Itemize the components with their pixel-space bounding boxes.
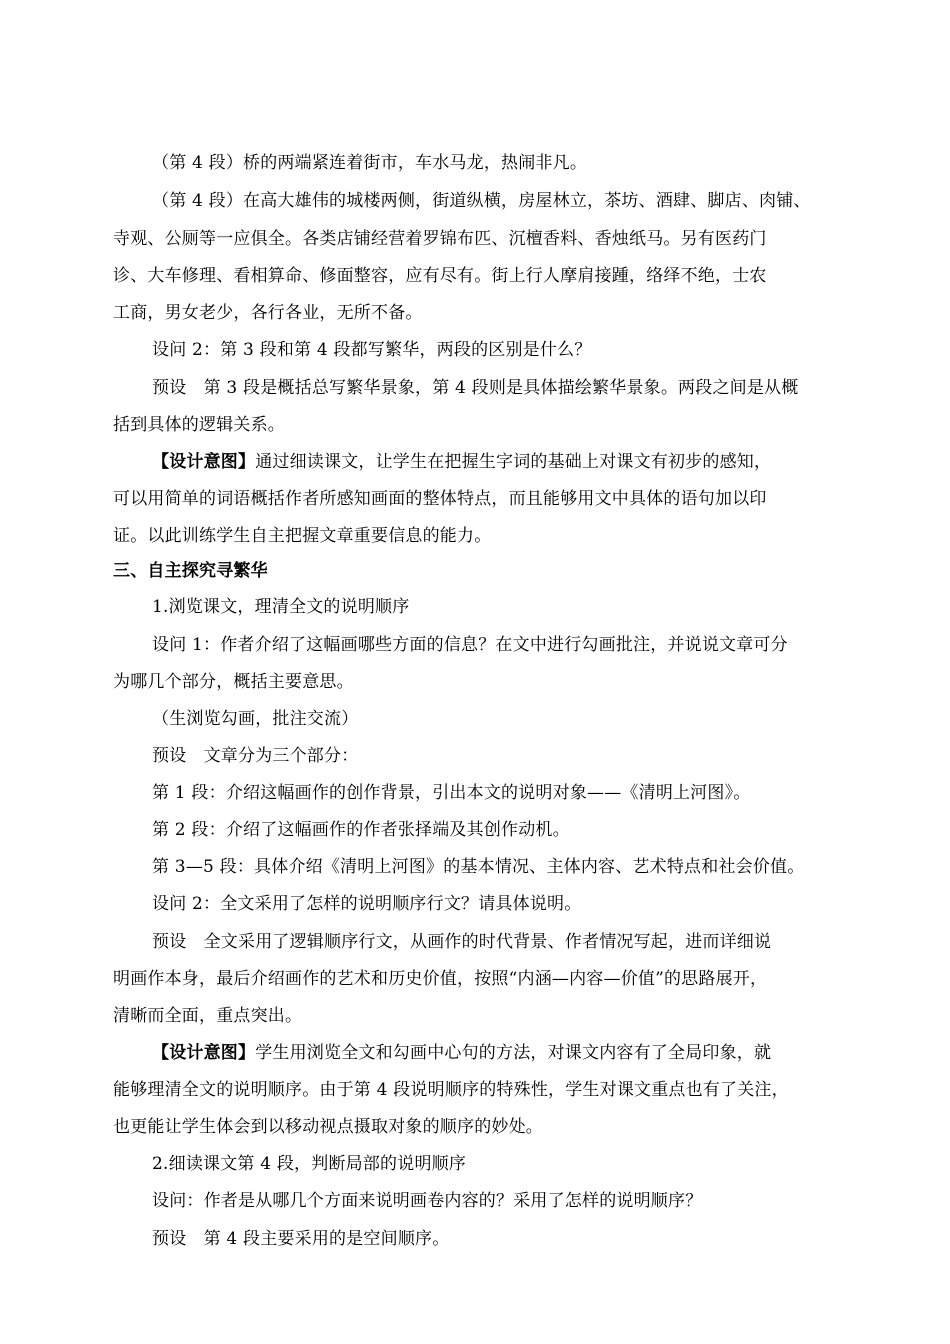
text-line-19: 第 2 段：介绍了这幅画作的作者张择端及其创作动机。	[152, 820, 570, 840]
text-line-21: 设问 2：全文采用了怎样的说明顺序行文？请具体说明。	[152, 894, 582, 914]
text-line-27: 也更能让学生体会到以移动视点摄取对象的顺序的妙处。	[113, 1117, 543, 1137]
text-line-10: 可以用简单的词语概括作者所感知画面的整体特点，而且能够用文中具体的语句加以印	[113, 489, 767, 509]
design-intent-label: 【设计意图】	[152, 452, 256, 472]
design-intent-label: 【设计意图】	[152, 1043, 256, 1063]
text-line-29: 设问：作者是从哪几个方面来说明画卷内容的？采用了怎样的说明顺序？	[152, 1191, 703, 1211]
subsection-heading-1: 1.浏览课文，理清全文的说明顺序	[152, 597, 410, 617]
text-line-16: （生浏览勾画，批注交流）	[152, 709, 359, 729]
text-line-7: 预设 第 3 段是概括总写繁华景象，第 4 段则是具体描绘繁华景象。两段之间是从概	[152, 378, 799, 398]
text-line-8: 括到具体的逻辑关系。	[113, 415, 285, 435]
text-line-15: 为哪几个部分，概括主要意思。	[113, 672, 354, 692]
subsection-heading-2: 2.细读课文第 4 段，判断局部的说明顺序	[152, 1154, 467, 1174]
section-heading: 三、自主探究寻繁华	[113, 561, 268, 581]
design-intent-line-2: 【设计意图】学生用浏览全文和勾画中心句的方法，对课文内容有了全局印象，就	[152, 1043, 772, 1063]
text-line-3: 寺观、公厕等一应俱全。各类店铺经营着罗锦布匹、沉檀香料、香烛纸马。另有医药门	[113, 229, 767, 249]
text-line-2: （第 4 段）在高大雄伟的城楼两侧，街道纵横，房屋林立，茶坊、酒肆、脚店、肉铺、	[152, 191, 811, 211]
text-line-4: 诊、大车修理、看相算命、修面整容，应有尽有。街上行人摩肩接踵，络绎不绝，士农	[113, 266, 767, 286]
text-line-6: 设问 2：第 3 段和第 4 段都写繁华，两段的区别是什么？	[152, 340, 592, 360]
text-line-11: 证。以此训练学生自主把握文章重要信息的能力。	[113, 526, 492, 546]
text-line-20: 第 3—5 段：具体介绍《清明上河图》的基本情况、主体内容、艺术特点和社会价值。	[152, 857, 805, 877]
text-line-1: （第 4 段）桥的两端紧连着街市，车水马龙，热闹非凡。	[152, 153, 588, 173]
text-line-24: 清晰而全面，重点突出。	[113, 1006, 303, 1026]
text-line-18: 第 1 段：介绍这幅画作的创作背景，引出本文的说明对象——《清明上河图》。	[152, 783, 751, 803]
text-line-17: 预设 文章分为三个部分：	[152, 746, 359, 766]
text-line-26: 能够理清全文的说明顺序。由于第 4 段说明顺序的特殊性，学生对课文重点也有了关注，	[113, 1080, 789, 1100]
text-line-30: 预设 第 4 段主要采用的是空间顺序。	[152, 1229, 450, 1249]
text-line-23: 明画作本身，最后介绍画作的艺术和历史价值，按照“内涵—内容—价值”的思路展开，	[113, 969, 768, 989]
text-line-14: 设问 1：作者介绍了这幅画哪些方面的信息？在文中进行勾画批注，并说说文章可分	[152, 635, 788, 655]
text-line-5: 工商，男女老少，各行各业，无所不备。	[113, 303, 423, 323]
text-line-22: 预设 全文采用了逻辑顺序行文，从画作的时代背景、作者情况写起，进而详细说	[152, 932, 772, 952]
design-intent-line-1: 【设计意图】通过细读课文，让学生在把握生字词的基础上对课文有初步的感知，	[152, 452, 772, 472]
